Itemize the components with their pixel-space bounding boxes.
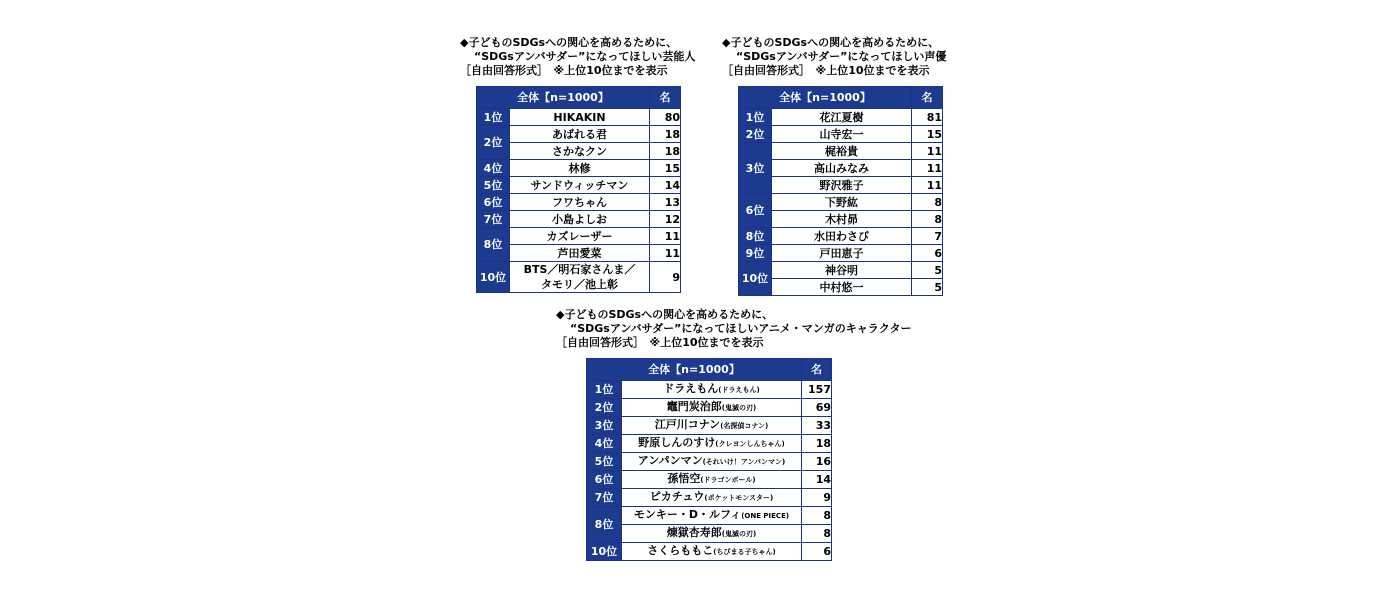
name-text: 竈門炭治郎 — [666, 400, 722, 413]
count-cell: 8 — [912, 194, 943, 211]
name-text: 江戸川コナン — [654, 418, 721, 431]
table-row — [739, 228, 943, 245]
rank-cell: 7位 — [477, 211, 510, 228]
rank-cell: 4位 — [587, 435, 622, 453]
table-row — [477, 194, 681, 211]
count-cell: 9 — [802, 489, 832, 507]
count-cell: 11 — [912, 177, 943, 194]
count-cell: 18 — [650, 143, 681, 160]
name-text: 煉獄杏寿郎 — [666, 526, 722, 539]
table-row — [587, 507, 832, 525]
count-cell: 13 — [650, 194, 681, 211]
rank-cell: 5位 — [587, 453, 622, 471]
count-cell: 157 — [802, 381, 832, 399]
rank-cell: 6位 — [739, 194, 772, 228]
header-label: 全体【n=1000】 — [477, 87, 650, 109]
count-cell: 16 — [802, 453, 832, 471]
name-text: サンドウィッチマン — [530, 178, 629, 192]
count-cell: 18 — [650, 126, 681, 143]
name-cell — [772, 143, 912, 160]
name-cell — [510, 245, 650, 262]
name-cell — [622, 489, 802, 507]
table-heading: ◆子どものSDGsへの関心を高めるために、 “SDGsアンバサダー”になってほしい声優 ［自由回答形式］ ※上位10位までを表示 — [722, 36, 947, 77]
table-row — [477, 160, 681, 177]
source-title: (ちびまる子ちゃん) — [713, 548, 776, 556]
name-cell — [622, 453, 802, 471]
source-title: (ドラえもん) — [718, 386, 760, 394]
count-cell: 8 — [912, 211, 943, 228]
rank-cell: 9位 — [739, 245, 772, 262]
name-cell — [510, 126, 650, 143]
count-cell: 18 — [802, 435, 832, 453]
name-cell — [622, 507, 802, 525]
rank-cell: 10位 — [587, 543, 622, 561]
name-text: さかなクン — [552, 144, 607, 158]
count-cell: 9 — [650, 262, 681, 293]
source-title: (名探偵コナン) — [720, 422, 769, 430]
name-text: 芦田愛菜 — [557, 246, 602, 260]
rank-cell: 6位 — [477, 194, 510, 211]
rank-cell: 10位 — [477, 262, 510, 293]
rank-cell: 1位 — [739, 109, 772, 126]
name-text: 林修 — [568, 161, 591, 175]
header-label: 全体【n=1000】 — [587, 359, 802, 381]
name-cell — [772, 126, 912, 143]
count-cell: 11 — [912, 143, 943, 160]
table-row — [587, 381, 832, 399]
count-cell: 8 — [802, 525, 832, 543]
table-row — [477, 211, 681, 228]
table-row — [587, 543, 832, 561]
rank-cell: 8位 — [739, 228, 772, 245]
rank-cell: 4位 — [477, 160, 510, 177]
table-row — [477, 126, 681, 143]
table-row — [587, 471, 832, 489]
name-cell — [772, 228, 912, 245]
name-text: 下野紘 — [825, 195, 858, 209]
rank-cell: 6位 — [587, 471, 622, 489]
table-row — [587, 417, 832, 435]
ranking-block-celebrities — [460, 36, 695, 293]
count-cell: 11 — [912, 160, 943, 177]
name-cell — [772, 245, 912, 262]
table-heading: ◆子どものSDGsへの関心を高めるために、 “SDGsアンバサダー”になってほしい芸能人 ［自由回答形式］ ※上位10位までを表示 — [460, 36, 696, 77]
ranking-block-characters — [556, 308, 912, 561]
name-text: 小島よしお — [552, 212, 607, 226]
count-cell: 15 — [650, 160, 681, 177]
source-title: (それいけ！アンパンマン) — [702, 458, 786, 466]
count-cell: 14 — [650, 177, 681, 194]
header-label: 全体【n=1000】 — [739, 87, 912, 109]
table-row — [739, 262, 943, 279]
table-row — [739, 109, 943, 126]
header-count: 名 — [650, 87, 681, 109]
rank-cell: 10位 — [739, 262, 772, 296]
name-cell — [772, 262, 912, 279]
name-cell — [772, 211, 912, 228]
name-cell — [622, 399, 802, 417]
count-cell: 12 — [650, 211, 681, 228]
name-cell — [510, 177, 650, 194]
table-row — [477, 228, 681, 245]
table-row — [587, 435, 832, 453]
name-cell — [510, 228, 650, 245]
table-row — [739, 194, 943, 211]
table-row — [587, 489, 832, 507]
name-text: ドラえもん — [663, 382, 719, 395]
name-cell — [510, 109, 650, 126]
count-cell: 6 — [912, 245, 943, 262]
rank-cell: 3位 — [739, 143, 772, 194]
source-title: (ドラゴンボール) — [700, 476, 756, 484]
name-text: モンキー・D・ルフィ — [633, 508, 742, 521]
name-text: 中村悠一 — [819, 280, 864, 294]
name-text: 孫悟空 — [667, 472, 701, 485]
source-title: (鬼滅の刃) — [721, 530, 757, 538]
table-heading: ◆子どものSDGsへの関心を高めるために、 “SDGsアンバサダー”になってほしいアニメ・マンガのキャラクター ［自由回答形式］ ※上位10位までを表示 — [556, 308, 912, 349]
name-text: フワちゃん — [552, 195, 607, 209]
count-cell: 33 — [802, 417, 832, 435]
name-text: 山寺宏一 — [819, 127, 864, 141]
source-title: (クレヨンしんちゃん) — [715, 440, 785, 448]
source-title: (ONE PIECE) — [741, 512, 790, 520]
rank-cell: 8位 — [587, 507, 622, 543]
name-cell — [772, 109, 912, 126]
table-row — [739, 143, 943, 160]
table-header-row — [739, 87, 943, 109]
count-cell: 5 — [912, 262, 943, 279]
table-row — [587, 399, 832, 417]
name-text: 野原しんのすけ — [638, 436, 716, 449]
name-text: あばれる君 — [552, 127, 607, 141]
name-text: 神谷明 — [825, 263, 858, 277]
rank-cell: 8位 — [477, 228, 510, 262]
name-cell — [772, 194, 912, 211]
name-text: さくらももこ — [647, 544, 714, 557]
rank-cell: 2位 — [739, 126, 772, 143]
count-cell: 8 — [802, 507, 832, 525]
name-cell — [510, 211, 650, 228]
ranking-block-voice-actors — [722, 36, 946, 296]
name-cell — [772, 160, 912, 177]
name-cell — [772, 177, 912, 194]
rank-cell: 2位 — [477, 126, 510, 160]
name-cell — [510, 160, 650, 177]
name-cell — [622, 543, 802, 561]
name-text: HIKAKIN — [553, 110, 606, 124]
table-row — [477, 109, 681, 126]
name-text: ピカチュウ — [649, 490, 705, 503]
count-cell: 11 — [650, 245, 681, 262]
name-line: タモリ／池上彰 — [541, 278, 618, 291]
count-cell: 80 — [650, 109, 681, 126]
ranking-table — [586, 358, 832, 561]
name-cell — [772, 279, 912, 296]
header-count: 名 — [802, 359, 832, 381]
name-text: 木村昴 — [825, 212, 858, 226]
count-cell: 81 — [912, 109, 943, 126]
name-text: 野沢雅子 — [819, 178, 864, 192]
rank-cell: 1位 — [587, 381, 622, 399]
name-cell — [510, 194, 650, 211]
rank-cell: 5位 — [477, 177, 510, 194]
name-text: 梶裕貴 — [825, 144, 858, 158]
source-title: (ポケットモンスター) — [704, 494, 774, 502]
name-text: 花江夏樹 — [819, 110, 864, 124]
count-cell: 15 — [912, 126, 943, 143]
name-text: 戸田恵子 — [819, 246, 864, 260]
count-cell: 69 — [802, 399, 832, 417]
count-cell: 14 — [802, 471, 832, 489]
table-row — [477, 177, 681, 194]
ranking-table — [738, 86, 943, 296]
rank-cell: 3位 — [587, 417, 622, 435]
count-cell: 7 — [912, 228, 943, 245]
rank-cell: 1位 — [477, 109, 510, 126]
name-line: BTS／明石家さんま／ — [523, 263, 636, 276]
name-cell — [622, 435, 802, 453]
name-cell — [510, 262, 650, 293]
ranking-table — [476, 86, 681, 293]
name-cell — [622, 381, 802, 399]
rank-cell: 2位 — [587, 399, 622, 417]
table-row — [587, 525, 832, 543]
count-cell: 6 — [802, 543, 832, 561]
table-row — [739, 126, 943, 143]
table-row — [587, 453, 832, 471]
name-text: カズレーザー — [546, 229, 613, 243]
name-text: 水田わさび — [814, 229, 869, 243]
name-text: アンパンマン — [637, 454, 703, 467]
count-cell: 11 — [650, 228, 681, 245]
count-cell: 5 — [912, 279, 943, 296]
table-header-row — [477, 87, 681, 109]
name-cell — [622, 471, 802, 489]
table-row — [477, 262, 681, 293]
rank-cell: 7位 — [587, 489, 622, 507]
source-title: (鬼滅の刃) — [721, 404, 757, 412]
table-row — [739, 245, 943, 262]
name-cell — [622, 417, 802, 435]
name-cell — [510, 143, 650, 160]
name-cell — [622, 525, 802, 543]
name-text: 高山みなみ — [814, 161, 869, 175]
table-header-row — [587, 359, 832, 381]
header-count: 名 — [912, 87, 943, 109]
